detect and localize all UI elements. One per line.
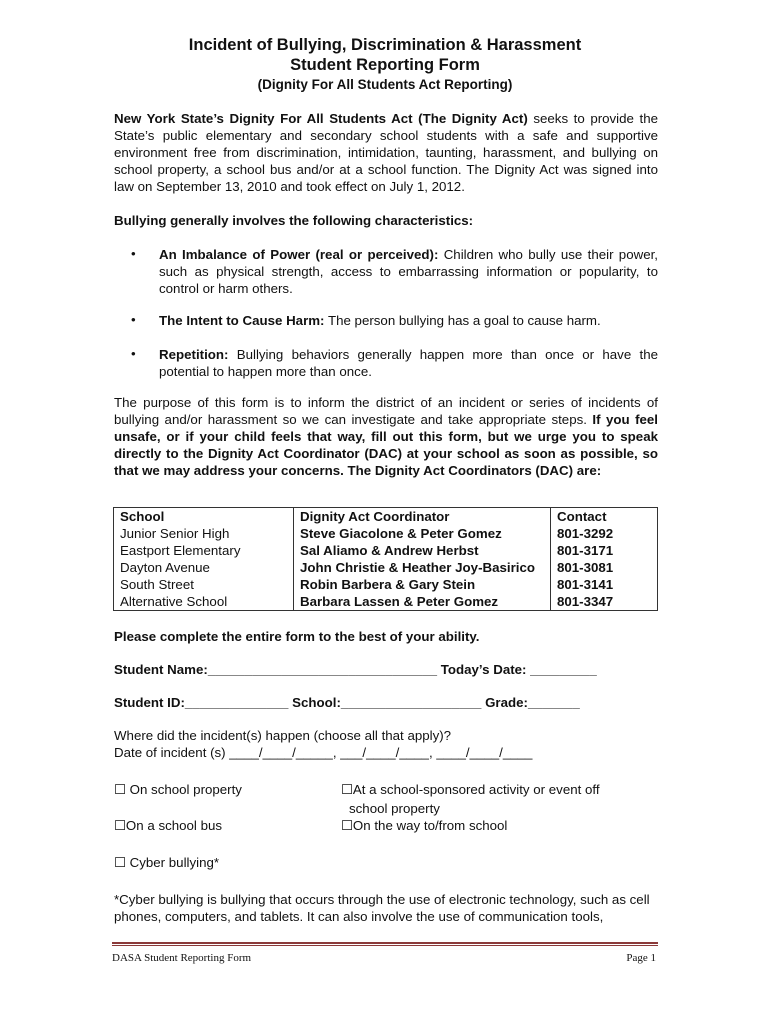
cell-contact: 801-3171 [551, 542, 658, 559]
cyber-note: *Cyber bullying is bullying that occurs through the use of electronic technology, such as cell phones, computers, and tablets. It can also involve the use of communication tools, [114, 892, 650, 924]
cell-coordinator: Robin Barbera & Gary Stein [294, 576, 551, 593]
table-row [114, 542, 658, 559]
header-school: School [114, 508, 294, 526]
purpose-text: The purpose of this form is to inform the district of an incident or series of incidents of bullying and/or harassment so we can investigate and take appropriate steps. [114, 395, 658, 427]
student-id-field[interactable]: Student ID:______________ School:___________________ Grade:_______ [114, 695, 580, 710]
footer-divider [112, 942, 658, 944]
characteristics-heading: Bullying generally involves the following characteristics: [114, 213, 474, 228]
cell-school: Junior Senior High [114, 525, 294, 542]
intro-bold: New York State’s Dignity For All Students Act (The Dignity Act) [114, 111, 528, 126]
school-bus-checkbox[interactable]: ☐On a school bus [114, 818, 223, 833]
way-to-from-school-checkbox[interactable]: ☐On the way to/from school [341, 818, 508, 833]
school-activity-checkbox[interactable]: ☐At a school-sponsored activity or event off [341, 782, 600, 797]
bullet-marker: • [131, 246, 136, 261]
bullet-intent [159, 312, 658, 329]
student-name-field[interactable]: Student Name:_______________________________ Today’s Date: _________ [114, 662, 597, 677]
form-subtitle: Student Reporting Form [290, 56, 480, 74]
footer-title: DASA Student Reporting Form [112, 952, 252, 964]
table-row [114, 576, 658, 593]
cell-school: Alternative School [114, 593, 294, 611]
bullet-desc: Bullying behaviors generally happen more than once or have the potential to happen more than once. [159, 347, 658, 379]
cell-school: Dayton Avenue [114, 559, 294, 576]
cell-contact: 801-3081 [551, 559, 658, 576]
page-number: Page 1 [626, 952, 656, 964]
bullet-imbalance [159, 246, 658, 297]
cell-contact: 801-3347 [551, 593, 658, 611]
cell-coordinator: Steve Giacolone & Peter Gomez [294, 525, 551, 542]
bullet-term: The Intent to Cause Harm: [159, 313, 325, 328]
cell-school: South Street [114, 576, 294, 593]
bullet-term: Repetition: [159, 347, 229, 362]
form-title: Incident of Bullying, Discrimination & Harassment [188, 36, 582, 54]
bullet-marker: • [131, 346, 136, 361]
bullet-desc: Children who bully use their power, such as physical strength, access to embarrassing information or popularity, to control or harm others. [159, 247, 658, 296]
cell-contact: 801-3141 [551, 576, 658, 593]
header-contact: Contact [551, 508, 658, 526]
bullet-term: An Imbalance of Power (real or perceived): [159, 247, 439, 262]
intro-text: seeks to provide the State’s public elementary and secondary school students with a safe and supportive environment free from discrimination, intimidation, taunting, harassment, and bullying on school property, a school bus and/or at a school function. The Dignity Act was signed into law on September 13, 2010 and took effect on July 1, 2012. [114, 111, 658, 194]
purpose-bold: If you feel unsafe, or if your child feels that way, fill out this form, but we urge you to speak directly to the Dignity Act Coordinator (DAC) at your school as soon as possible, so that we may address your concerns. The Dignity Act Coordinators (DAC) are: [114, 412, 658, 478]
table-header-row [114, 508, 658, 526]
table-row [114, 559, 658, 576]
incident-date-field[interactable]: Date of incident (s) ____/____/_____, ___/____/____, ____/____/____ [114, 745, 533, 760]
table-row [114, 525, 658, 542]
complete-note: Please complete the entire form to the best of your ability. [114, 629, 480, 644]
cyber-bullying-checkbox[interactable]: ☐ Cyber bullying* [114, 855, 220, 870]
on-school-property-checkbox[interactable]: ☐ On school property [114, 782, 242, 797]
location-question: Where did the incident(s) happen (choose all that apply)? [114, 728, 452, 743]
bullet-repetition [159, 346, 658, 380]
cell-contact: 801-3292 [551, 525, 658, 542]
bullet-desc: The person bullying has a goal to cause harm. [324, 313, 601, 328]
bullet-marker: • [131, 312, 136, 327]
footer-divider-thin [112, 945, 658, 946]
form-subtitle-note: (Dignity For All Students Act Reporting) [257, 77, 513, 92]
intro-paragraph [114, 110, 658, 195]
cell-coordinator: Barbara Lassen & Peter Gomez [294, 593, 551, 611]
school-activity-continued: school property [349, 801, 440, 816]
header-coordinator: Dignity Act Coordinator [294, 508, 551, 526]
dac-table [113, 507, 658, 611]
table-row [114, 593, 658, 611]
purpose-paragraph [114, 394, 658, 479]
cell-school: Eastport Elementary [114, 542, 294, 559]
cell-coordinator: Sal Aliamo & Andrew Herbst [294, 542, 551, 559]
cell-coordinator: John Christie & Heather Joy-Basirico [294, 559, 551, 576]
